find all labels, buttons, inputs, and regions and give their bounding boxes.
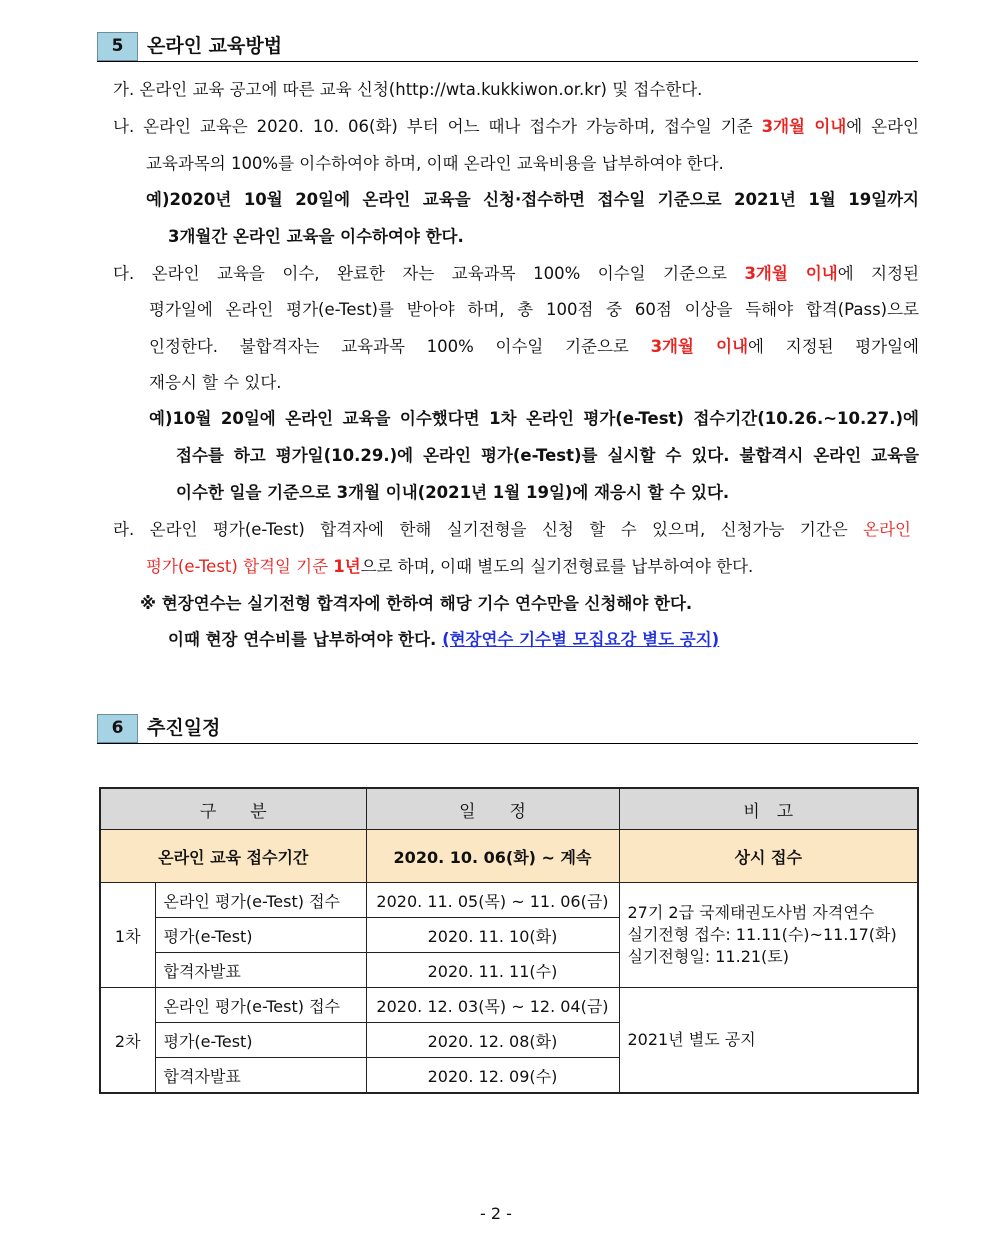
example-2-line2: 접수를 하고 평가일(10.29.)에 온라인 평가(e-Test)를 실시할 수 있다. 불합격시 온라인 교육을 (176, 446, 919, 465)
cell-note: 상시 접수 (619, 830, 918, 883)
header-schedule: 일 정 (366, 788, 619, 830)
section-number: 6 (97, 714, 138, 743)
highlight-red: 3개월 이내 (650, 337, 749, 356)
table-row (100, 988, 918, 1023)
highlight-red: 3개월 이내 (761, 117, 847, 136)
section-title: 추진일정 (147, 717, 221, 739)
schedule-table (99, 787, 919, 1094)
item-da-line2: 평가일에 온라인 평가(e-Test)를 받아야 하며, 총 100점 중 60점 이상을 득해야 합격(Pass)으로 (149, 300, 919, 319)
highlight-red: 3개월 이내 (744, 264, 838, 283)
note-line: 실기전형일: 11.21(토) (627, 947, 790, 966)
item-da-line4: 재응시 할 수 있다. (149, 373, 282, 392)
item-na-line1 (113, 115, 919, 139)
text: 나. 온라인 교육은 2020. 10. 06(화) 부터 어느 때나 접수가 가능하며, 접수일 기준 (113, 117, 762, 136)
cell-date: 2020. 12. 09(수) (366, 1058, 619, 1094)
header-remarks: 비 고 (619, 788, 918, 830)
item-ga: 가. 온라인 교육 공고에 따른 교육 신청(http://wta.kukkiwon.or.kr) 및 접수한다. (113, 80, 703, 99)
highlight-red: 온라인 (863, 520, 911, 539)
cell-item: 합격자발표 (155, 953, 366, 988)
text: 다. 온라인 교육을 이수, 완료한 자는 교육과목 100% 이수일 기준으로 (113, 264, 745, 283)
text: 으로 하며, 이때 별도의 실기전형료를 납부하여야 한다. (360, 557, 754, 576)
section-title: 온라인 교육방법 (147, 35, 283, 57)
table-row (100, 883, 918, 918)
example-1-line1: 예)2020년 10월 20일에 온라인 교육을 신청·접수하면 접수일 기준으로 2021년 1월 19일까지 (146, 190, 919, 209)
example-2-line3: 이수한 일을 기준으로 3개월 이내(2021년 1월 19일)에 재응시 할 수 있다. (176, 483, 730, 502)
section-5-header (97, 32, 918, 62)
cell-date: 2020. 11. 11(수) (366, 953, 619, 988)
cell-date: 2020. 11. 10(화) (366, 918, 619, 953)
cell-date: 2020. 10. 06(화) ~ 계속 (366, 830, 619, 883)
cell-item: 평가(e-Test) (155, 918, 366, 953)
text: 에 온라인 (846, 117, 919, 136)
cell-date: 2020. 12. 08(화) (366, 1023, 619, 1058)
cell-item: 합격자발표 (155, 1058, 366, 1094)
text: 이때 현장 연수비를 납부하여야 한다. (168, 630, 443, 649)
note-line: 27기 2급 국제태권도사범 자격연수 (627, 903, 875, 922)
section-number: 5 (97, 32, 138, 61)
text: 에 지정된 (837, 264, 919, 283)
round-label: 1차 (100, 883, 155, 988)
item-na-line2: 교육과목의 100%를 이수하여야 하며, 이때 온라인 교육비용을 납부하여야 한다. (146, 154, 724, 173)
round-label: 2차 (100, 988, 155, 1094)
text: 인정한다. 불합격자는 교육과목 100% 이수일 기준으로 (149, 337, 651, 356)
cell-item: 평가(e-Test) (155, 1023, 366, 1058)
notice-link[interactable]: (현장연수 기수별 모집요강 별도 공지) (442, 630, 720, 649)
section-6-header (97, 714, 918, 744)
cell-label: 온라인 교육 접수기간 (100, 830, 366, 883)
cell-item: 온라인 평가(e-Test) 접수 (155, 988, 366, 1023)
item-da-line3 (149, 335, 919, 359)
header-category: 구 분 (100, 788, 366, 830)
item-da-line1 (113, 262, 919, 286)
note-line2 (168, 628, 719, 652)
item-ra-line1 (113, 518, 911, 542)
text: 라. 온라인 평가(e-Test) 합격자에 한해 실기전형을 신청 할 수 있으며, 신청가능 기간은 (113, 520, 864, 539)
page-number: - 2 - (480, 1204, 512, 1223)
note-line: 실기전형 접수: 11.11(수)~11.17(화) (627, 925, 897, 944)
highlight-red-bold: 1년 (333, 557, 361, 576)
cell-date: 2020. 12. 03(목) ~ 12. 04(금) (366, 988, 619, 1023)
cell-date: 2020. 11. 05(목) ~ 11. 06(금) (366, 883, 619, 918)
cell-note (619, 883, 918, 988)
table-header-row (100, 788, 918, 830)
item-ra-line2 (146, 555, 753, 579)
cell-item: 온라인 평가(e-Test) 접수 (155, 883, 366, 918)
cell-note: 2021년 별도 공지 (619, 988, 918, 1094)
example-1-line2: 3개월간 온라인 교육을 이수하여야 한다. (168, 227, 464, 246)
table-row-registration (100, 830, 918, 883)
highlight-red: 평가(e-Test) 합격일 기준 (146, 557, 334, 576)
note-line1: ※ 현장연수는 실기전형 합격자에 한하여 해당 기수 연수만을 신청해야 한다. (140, 594, 693, 613)
example-2-line1: 예)10월 20일에 온라인 교육을 이수했다면 1차 온라인 평가(e-Test) 접수기간(10.26.~10.27.)에 (149, 409, 919, 428)
text: 에 지정된 평가일에 (748, 337, 919, 356)
